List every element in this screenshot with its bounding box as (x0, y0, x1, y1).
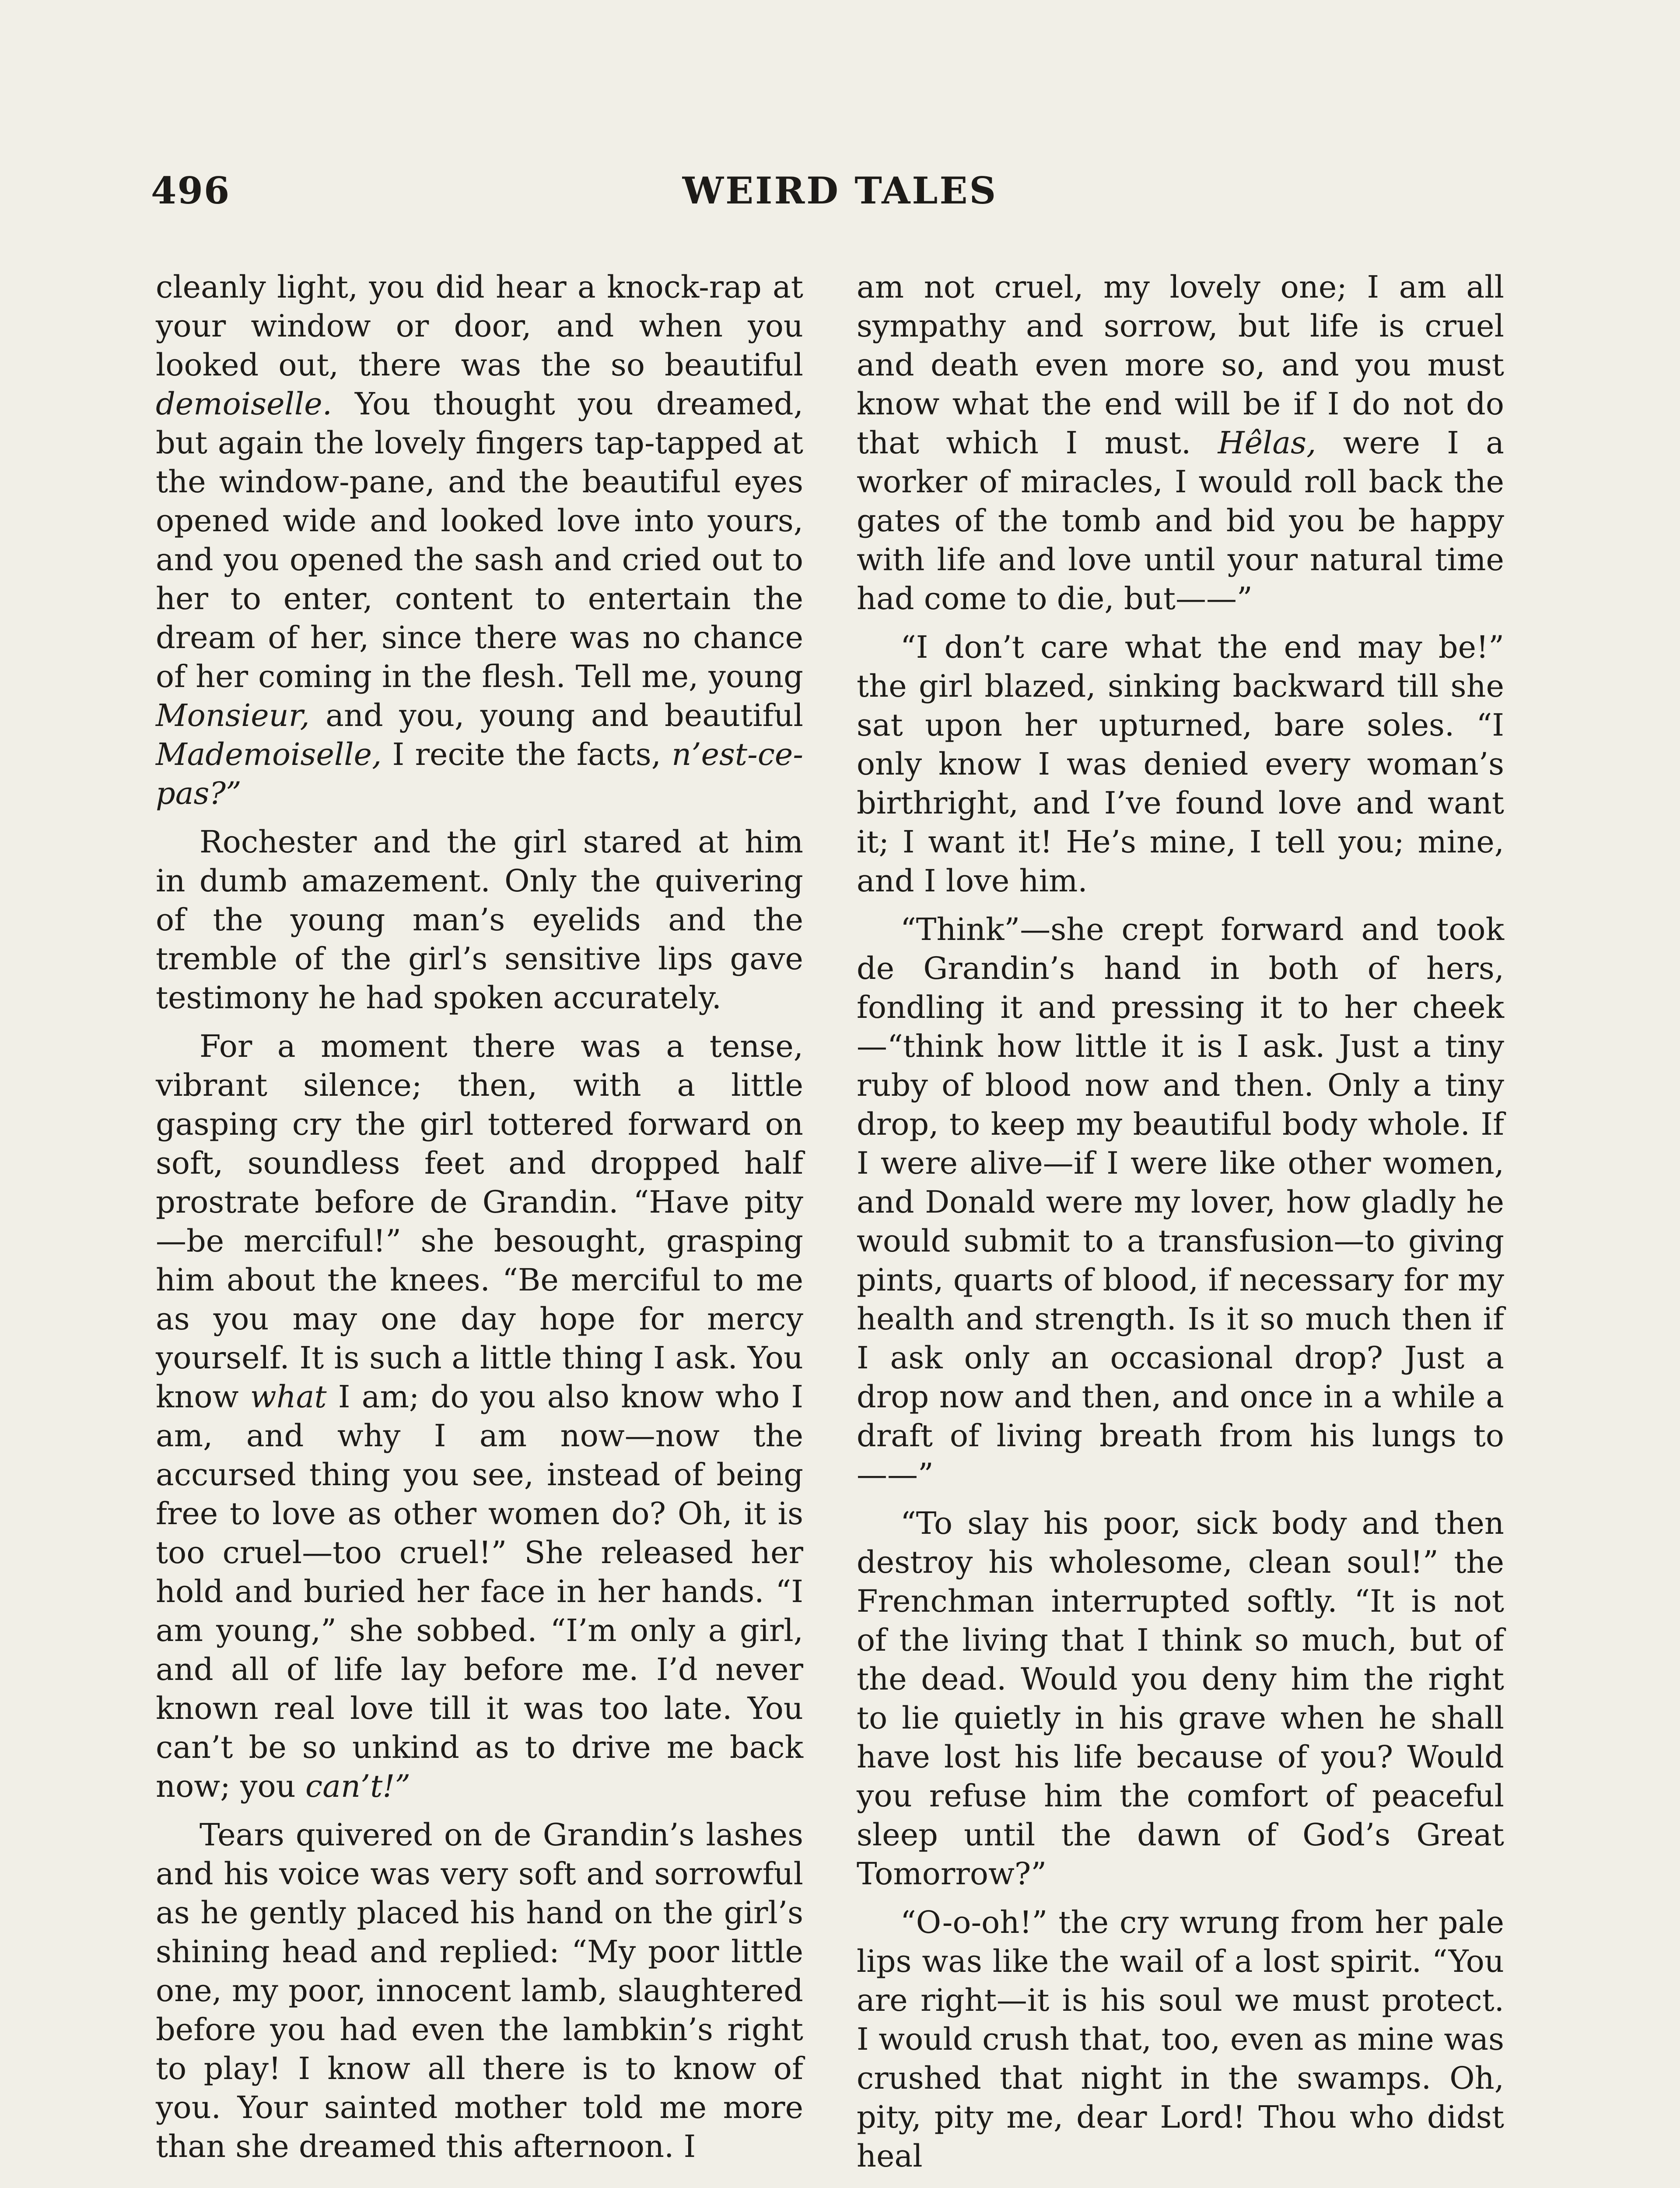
text-run: am not cruel, my lovely one; I am all sympathy and sorrow, but life is cruel and death even more so, and you must know what the end will be if I do not do that which I must. (857, 269, 1504, 461)
text-run: You thought you dreamed, but again the lovely fingers tap-tapped at the window-pane, and the beautiful eyes opened wide and looked love into yours, and you opened the sash and cried out to her to enter, content to entertain the dream of her, since there was no chance of her coming in the flesh. Tell me, young (156, 386, 803, 694)
italic-text: demoiselle. (156, 386, 332, 422)
paragraph (156, 268, 803, 813)
paragraph (156, 1027, 803, 1806)
italic-text: Mademoiselle, (156, 736, 382, 772)
paragraph (857, 1903, 1504, 2176)
italic-text: Monsieur, (156, 698, 310, 733)
text-run: were I a worker of miracles, I would roll back the gates of the tomb and bid you be happy with life and love until your natural time had come to die, but——” (857, 425, 1505, 617)
italic-text: n’est-ce-pas?” (156, 736, 803, 811)
text-run: Tears quivered on de Grandin’s lashes and his voice was very soft and sorrowful as he gently placed his hand on the girl’s shining head and replied: “My poor little one, my poor, innocent lamb, slaughtered before you had even the lambkin’s right to play! I know all there is to know of you. Your sainted mother told me more than she dreamed this afternoon. I (156, 1817, 803, 2164)
text-run: “I don’t care what the end may be!” the girl blazed, sinking backward till she sat upon her upturned, bare soles. “I only know I was denied every woman’s birthright, and I’ve found love and want it; I want it! He’s mine, I tell you; mine, and I love him. (857, 629, 1504, 899)
right-column (857, 268, 1504, 2185)
paragraph (857, 1504, 1504, 1893)
paragraph (857, 910, 1504, 1494)
running-head: WEIRD TALES (682, 169, 998, 212)
text-run: I recite the facts, (382, 736, 672, 772)
text-run: Rochester and the girl stared at him in dumb amazement. Only the quivering of the young man’s eyelids and the tremble of the girl’s sensitive lips gave testimony he had spoken accurately. (156, 824, 803, 1016)
page-number: 496 (151, 169, 231, 212)
left-column (156, 268, 803, 2176)
italic-text: can’t!” (305, 1768, 411, 1804)
text-run: For a moment there was a tense, vibrant silence; then, with a little gasping cry the girl tottered forward on soft, soundless feet and dropped half prostrate before de Grandin. “Have pity—be merciful!” she besought, grasping him about the knees. “Be merciful to me as you may one day hope for mercy yourself. It is such a little thing I ask. You know (156, 1028, 803, 1415)
italic-text: what (250, 1379, 327, 1415)
italic-text: Hêlas, (1218, 425, 1316, 461)
text-run: I am; do you also know who I am, and why I am now—now the accursed thing you see, instead of being free to love as other women do? Oh, it is too cruel—too cruel!” She released her hold and buried her face in her hands. “I am young,” she sobbed. “I’m only a girl, and all of life lay before me. I’d never known real love till it was too late. You can’t be so unkind as to drive me back now; you (156, 1379, 804, 1804)
paragraph (857, 628, 1504, 901)
text-run: and you, young and beautiful (309, 698, 803, 733)
text-run: “Think”—she crept forward and took de Grandin’s hand in both of hers, fondling it and pressing it to her cheek—“think how little it is I ask. Just a tiny ruby of blood now and then. Only a tiny drop, to keep my beautiful body whole. If I were alive—if I were like other women, and Donald were my lover, how gladly he would submit to a transfusion—to giving pints, quarts of blood, if necessary for my health and strength. Is it so much then if I ask only an occasional drop? Just a drop now and then, and once in a while a draft of living breath from his lungs to——” (857, 912, 1504, 1493)
text-run: “O-o-oh!” the cry wrung from her pale lips was like the wail of a lost spirit. “You are right—it is his soul we must protect. I would crush that, too, even as mine was crushed that night in the swamps. Oh, pity, pity me, dear Lord! Thou who didst heal (857, 1904, 1504, 2174)
paragraph (156, 1816, 803, 2166)
paragraph (156, 823, 803, 1017)
paragraph (857, 268, 1504, 618)
text-run: “To slay his poor, sick body and then destroy his wholesome, clean soul!” the Frenchman interrupted softly. “It is not of the living that I think so much, but of the dead. Would you deny him the right to lie quietly in his grave when he shall have lost his life because of you? Would you refuse him the comfort of peaceful sleep until the dawn of God’s Great Tomorrow?” (857, 1505, 1504, 1892)
text-run: cleanly light, you did hear a knock-rap at your window or door, and when you looked out, there was the so beautiful (156, 269, 803, 383)
